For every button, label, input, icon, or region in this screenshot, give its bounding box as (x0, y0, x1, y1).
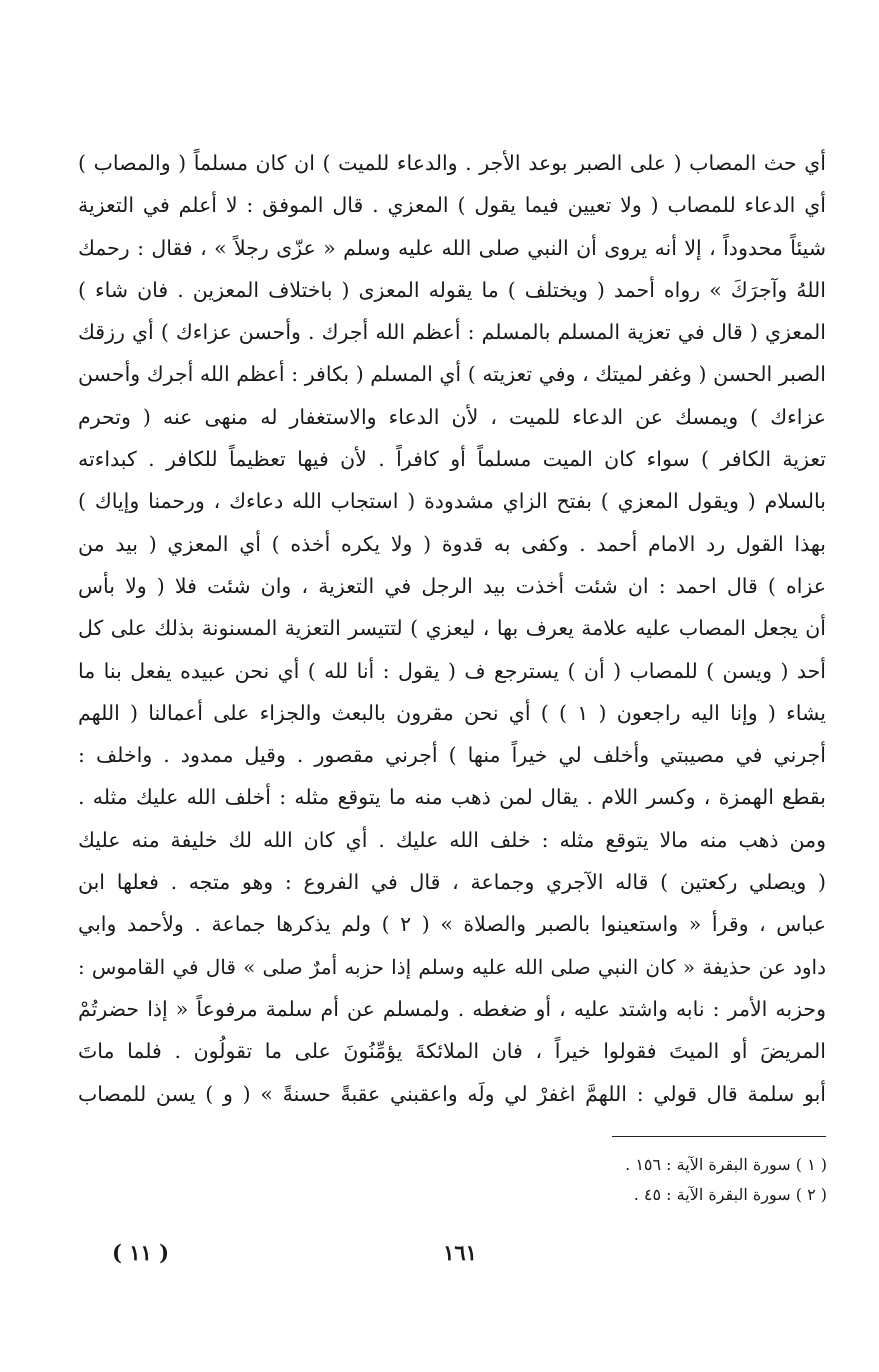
page-footer (0, 1236, 879, 1270)
text-line: أي حث المصاب ( على الصبر بوعد الأجر . والدعاء للميت ) ان كان مسلماً ( والمصاب ) (78, 151, 826, 175)
text-line: عزاءك ) ويمسك عن الدعاء للميت ، لأن الدعاء والاستغفار له منهى عنه ( وتحرم (78, 404, 826, 429)
text-line: يشاء ( وإنا اليه راجعون ( ١ ) ) أي نحن مقرون بالبعث والجزاء على أعمالنا ( اللهم (78, 700, 826, 725)
text-line: أي الدعاء للمصاب ( ولا تعيين فيما يقول ) المعزي . قال الموفق : لا أعلم في التعزية (78, 193, 826, 218)
text-line: بقطع الهمزة ، وكسر اللام . يقال لمن ذهب منه ما يتوقع مثله : أخلف الله عليك مثله . (78, 785, 826, 810)
text-line: وحزبه الأمر : نابه واشتد عليه ، أو ضغطه . ولمسلم عن أم سلمة مرفوعاً « إذا حضرتُمْ (78, 996, 826, 1021)
footnote-1: ( ١ ) سورة البقرة الآية : ١٥٦ . (625, 1155, 827, 1174)
text-line: أحد ( ويسن ) للمصاب ( أن ) يسترجع ف ( يقول : أنا لله ) أي نحن عبيده يفعل بنا ما (78, 658, 826, 683)
text-line: بالسلام ( ويقول المعزي ) بفتح الزاي مشدودة ( استجاب الله دعاءك ، ورحمنا وإياك ) (78, 489, 826, 514)
footnotes (327, 1150, 827, 1210)
text-line: داود عن حذيفة « كان النبي صلى الله عليه وسلم إذا حزبه أمرٌ صلى » قال في القاموس : (78, 954, 826, 979)
text-line: أن يجعل المصاب عليه علامة يعرف بها ، ليعزي ) لتتيسر التعزية المسنونة بذلك على كل (78, 616, 826, 641)
text-line: تعزية الكافر ) سواء كان الميت مسلماً أو كافراً . لأن فيها تعظيماً للكافر . كبداءته (78, 447, 826, 472)
text-line: ومن ذهب منه مالا يتوقع مثله : خلف الله عليك . أي كان الله لك خليفة منه عليك (78, 827, 826, 852)
text-line: أجرني في مصيبتي وأخلف لي خيراً منها ) أجرني مقصور . وقيل ممدود . واخلف : (78, 743, 826, 768)
text-line: عباس ، وقرأ « واستعينوا بالصبر والصلاة » ( ٢ ) ولم يذكرها جماعة . ولأحمد وابي (78, 912, 826, 937)
text-line: المعزي ( قال في تعزية المسلم بالمسلم : أعظم الله أجرك . وأحسن عزاءك ) أي رزقك (78, 320, 826, 345)
text-line: ( ويصلي ركعتين ) قاله الآجري وجماعة ، قال في الفروع : وهو متجه . فعلها ابن (78, 870, 826, 895)
text-line: عزاه ) قال احمد : ان شئت أخذت بيد الرجل في التعزية ، وان شئت فلا ( ولا بأس (78, 573, 826, 598)
text-line: المريضَ أو الميتَ فقولوا خيراً ، فان الملائكةَ يؤمِّنُونَ على ما تقولُون . فلما ماتَ (78, 1039, 826, 1064)
text-line: الصبر الحسن ( وغفر لميتك ، وفي تعزيته ) أي المسلم ( بكافر : أعظم الله أجرك وأحسن (78, 362, 826, 387)
section-number: ( ١١ ) (112, 1240, 170, 1265)
main-text-block (78, 142, 826, 1115)
text-line: شيئاً محدوداً ، إلا أنه يروى أن النبي صلى الله عليه وسلم « عزّى رجلاً » ، فقال : رحمك (78, 235, 826, 260)
footnote-2: ( ٢ ) سورة البقرة الآية : ٤٥ . (633, 1185, 827, 1204)
page-number: ١٦١ (443, 1240, 477, 1265)
text-line: بهذا القول رد الامام أحمد . وكفى به قدوة ( ولا يكره أخذه ) أي المعزي ( بيد من (78, 531, 826, 556)
footnote-divider (612, 1136, 826, 1137)
text-line: اللهُ وآجرَكَ » رواه أحمد ( ويختلف ) ما يقوله المعزى ( باختلاف المعزين . فان شاء ) (78, 277, 826, 302)
text-line: أبو سلمة قال قولي : اللهمَّ اغفرْ لي ولَه واعقبني عقبةً حسنةً » ( و ) يسن للمصاب (78, 1081, 826, 1106)
